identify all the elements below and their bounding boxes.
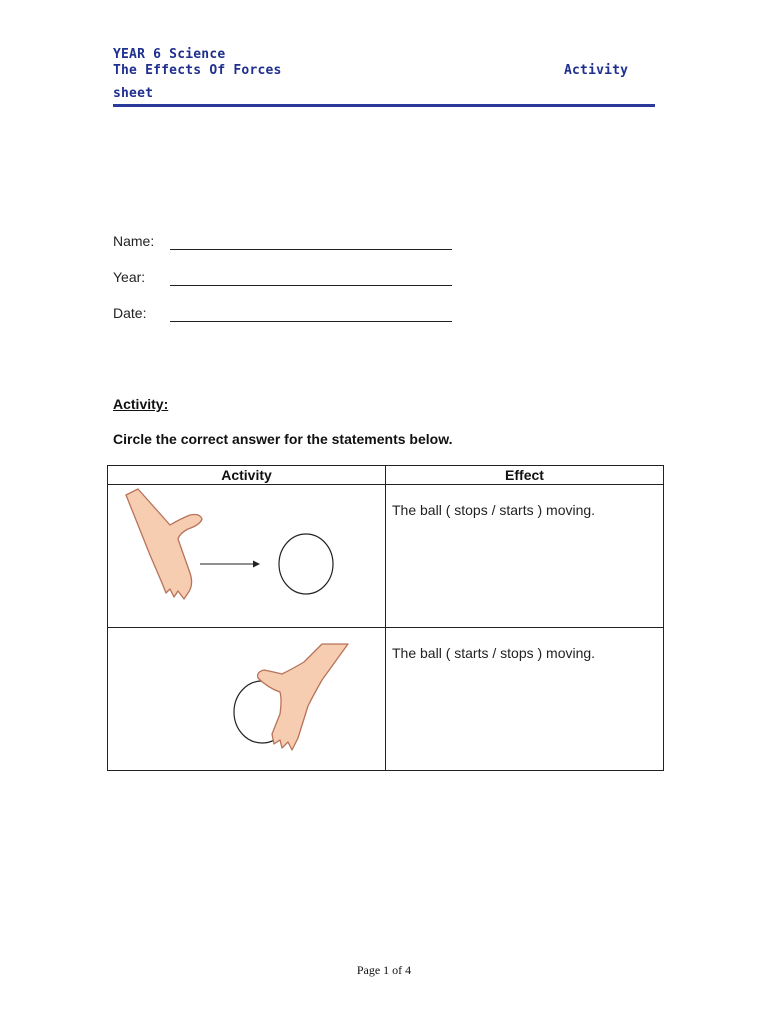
activity-cell [108,485,386,628]
activity-heading: Activity: [113,396,169,412]
effect-cell [386,628,664,771]
year-label: Year: [113,269,146,285]
header-subject: YEAR 6 Science [113,47,226,62]
activity-table [107,465,664,771]
column-header-activity: Activity [108,466,386,485]
table-header-row [108,466,664,485]
hand-pushing-ball-icon [108,485,385,627]
table-row [108,485,664,628]
name-label: Name: [113,233,155,249]
name-field[interactable] [170,249,452,250]
page-number: Page 1 of 4 [356,963,412,977]
column-header-effect: Effect [386,466,664,485]
effect-cell [386,485,664,628]
header-topic: The Effects Of Forces [113,63,282,78]
effect-statement: The ball ( stops / starts ) moving. [392,502,596,518]
hand-catching-ball-icon [108,628,385,770]
header-doc-type-cont: sheet [113,86,154,101]
year-field[interactable] [170,285,452,286]
header-rule [113,104,655,107]
header-doc-type: Activity [564,63,629,78]
table-row [108,628,664,771]
date-field[interactable] [170,321,452,322]
instruction-text: Circle the correct answer for the statements below. [113,431,453,447]
activity-cell [108,628,386,771]
effect-statement: The ball ( starts / stops ) moving. [392,645,596,661]
date-label: Date: [113,305,147,321]
